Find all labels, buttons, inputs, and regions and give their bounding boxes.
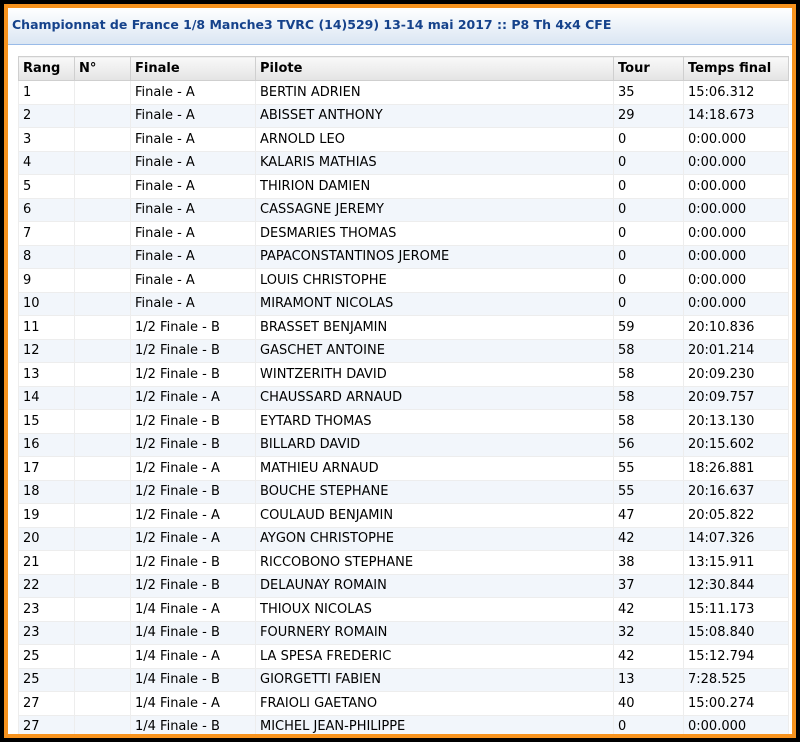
table-row[interactable] [19,692,789,716]
cell-numero [75,339,131,363]
cell-numero [75,433,131,457]
cell-pilote: LOUIS CHRISTOPHE [256,269,614,293]
cell-rang: 22 [19,574,75,598]
cell-rang: 25 [19,645,75,669]
cell-numero [75,715,131,734]
table-row[interactable] [19,504,789,528]
cell-temps-final: 15:11.173 [684,598,789,622]
cell-numero [75,527,131,551]
cell-rang: 23 [19,598,75,622]
cell-numero [75,645,131,669]
cell-finale: 1/2 Finale - A [131,457,256,481]
cell-tour: 56 [614,433,684,457]
cell-numero [75,480,131,504]
cell-pilote: ABISSET ANTHONY [256,104,614,128]
cell-numero [75,363,131,387]
cell-numero [75,81,131,105]
cell-finale: 1/2 Finale - B [131,551,256,575]
cell-numero [75,269,131,293]
table-row[interactable] [19,598,789,622]
table-row[interactable] [19,128,789,152]
table-row[interactable] [19,81,789,105]
cell-temps-final: 0:00.000 [684,198,789,222]
cell-rang: 14 [19,386,75,410]
results-panel [8,8,792,734]
cell-finale: 1/2 Finale - B [131,433,256,457]
cell-temps-final: 20:09.230 [684,363,789,387]
cell-pilote: LA SPESA FREDERIC [256,645,614,669]
table-row[interactable] [19,386,789,410]
cell-rang: 18 [19,480,75,504]
cell-temps-final: 0:00.000 [684,222,789,246]
cell-tour: 0 [614,198,684,222]
cell-temps-final: 15:06.312 [684,81,789,105]
cell-pilote: GASCHET ANTOINE [256,339,614,363]
panel-title: Championnat de France 1/8 Manche3 TVRC (14)529) 13-14 mai 2017 :: P8 Th 4x4 CFE [12,17,612,32]
cell-tour: 58 [614,339,684,363]
cell-pilote: DELAUNAY ROMAIN [256,574,614,598]
cell-rang: 27 [19,715,75,734]
cell-temps-final: 15:08.840 [684,621,789,645]
cell-pilote: AYGON CHRISTOPHE [256,527,614,551]
cell-temps-final: 15:00.274 [684,692,789,716]
cell-finale: 1/4 Finale - B [131,715,256,734]
cell-numero [75,245,131,269]
cell-tour: 58 [614,410,684,434]
cell-tour: 58 [614,386,684,410]
cell-tour: 40 [614,692,684,716]
cell-tour: 0 [614,151,684,175]
cell-numero [75,668,131,692]
cell-temps-final: 20:10.836 [684,316,789,340]
cell-temps-final: 20:13.130 [684,410,789,434]
cell-finale: 1/2 Finale - B [131,363,256,387]
cell-rang: 20 [19,527,75,551]
cell-numero [75,574,131,598]
cell-numero [75,410,131,434]
col-header-pilote[interactable]: Pilote [256,57,614,81]
cell-finale: Finale - A [131,175,256,199]
cell-rang: 3 [19,128,75,152]
table-row[interactable] [19,339,789,363]
cell-pilote: BERTIN ADRIEN [256,81,614,105]
cell-numero [75,504,131,528]
cell-pilote: FRAIOLI GAETANO [256,692,614,716]
cell-temps-final: 13:15.911 [684,551,789,575]
cell-numero [75,457,131,481]
cell-temps-final: 0:00.000 [684,292,789,316]
table-row[interactable] [19,151,789,175]
cell-temps-final: 12:30.844 [684,574,789,598]
cell-finale: Finale - A [131,151,256,175]
cell-tour: 0 [614,128,684,152]
cell-numero [75,128,131,152]
table-row[interactable] [19,645,789,669]
cell-rang: 25 [19,668,75,692]
table-row[interactable] [19,527,789,551]
cell-tour: 0 [614,245,684,269]
cell-temps-final: 0:00.000 [684,128,789,152]
table-row[interactable] [19,433,789,457]
cell-pilote: PAPACONSTANTINOS JEROME [256,245,614,269]
cell-rang: 4 [19,151,75,175]
col-header-numero[interactable]: N° [75,57,131,81]
cell-tour: 55 [614,457,684,481]
cell-rang: 19 [19,504,75,528]
cell-rang: 2 [19,104,75,128]
cell-pilote: THIRION DAMIEN [256,175,614,199]
table-row[interactable] [19,363,789,387]
col-header-temps-final[interactable]: Temps final [684,57,789,81]
cell-temps-final: 15:12.794 [684,645,789,669]
cell-temps-final: 20:01.214 [684,339,789,363]
cell-tour: 29 [614,104,684,128]
table-row[interactable] [19,222,789,246]
cell-tour: 42 [614,527,684,551]
cell-temps-final: 0:00.000 [684,151,789,175]
cell-temps-final: 0:00.000 [684,175,789,199]
cell-finale: Finale - A [131,128,256,152]
cell-pilote: MICHEL JEAN-PHILIPPE [256,715,614,734]
cell-rang: 27 [19,692,75,716]
cell-tour: 37 [614,574,684,598]
cell-finale: Finale - A [131,222,256,246]
table-row[interactable] [19,316,789,340]
cell-finale: 1/4 Finale - A [131,645,256,669]
cell-rang: 1 [19,81,75,105]
col-header-finale[interactable]: Finale [131,57,256,81]
cell-tour: 38 [614,551,684,575]
cell-finale: 1/2 Finale - B [131,316,256,340]
cell-finale: 1/4 Finale - A [131,692,256,716]
cell-pilote: DESMARIES THOMAS [256,222,614,246]
cell-numero [75,386,131,410]
table-row[interactable] [19,198,789,222]
cell-finale: 1/4 Finale - B [131,668,256,692]
cell-finale: 1/2 Finale - A [131,527,256,551]
cell-pilote: MIRAMONT NICOLAS [256,292,614,316]
table-row[interactable] [19,410,789,434]
cell-rang: 12 [19,339,75,363]
cell-numero [75,551,131,575]
cell-finale: 1/2 Finale - B [131,574,256,598]
cell-pilote: BOUCHE STEPHANE [256,480,614,504]
table-row[interactable] [19,292,789,316]
panel-title-bar [8,8,792,45]
cell-rang: 15 [19,410,75,434]
cell-finale: Finale - A [131,269,256,293]
cell-temps-final: 0:00.000 [684,269,789,293]
cell-finale: 1/2 Finale - B [131,410,256,434]
cell-pilote: CASSAGNE JEREMY [256,198,614,222]
table-header-row [19,57,789,81]
cell-tour: 0 [614,175,684,199]
cell-temps-final: 0:00.000 [684,245,789,269]
table-row[interactable] [19,245,789,269]
cell-numero [75,692,131,716]
cell-tour: 0 [614,269,684,293]
cell-pilote: BILLARD DAVID [256,433,614,457]
cell-pilote: BRASSET BENJAMIN [256,316,614,340]
table-row[interactable] [19,480,789,504]
cell-rang: 5 [19,175,75,199]
cell-temps-final: 20:16.637 [684,480,789,504]
cell-finale: Finale - A [131,245,256,269]
cell-pilote: EYTARD THOMAS [256,410,614,434]
cell-temps-final: 14:18.673 [684,104,789,128]
cell-rang: 13 [19,363,75,387]
col-header-tour[interactable]: Tour [614,57,684,81]
cell-numero [75,222,131,246]
cell-temps-final: 20:15.602 [684,433,789,457]
cell-rang: 16 [19,433,75,457]
table-row[interactable] [19,551,789,575]
cell-numero [75,621,131,645]
cell-temps-final: 14:07.326 [684,527,789,551]
cell-tour: 55 [614,480,684,504]
cell-numero [75,175,131,199]
table-row[interactable] [19,104,789,128]
cell-numero [75,104,131,128]
cell-finale: 1/4 Finale - B [131,621,256,645]
cell-finale: Finale - A [131,198,256,222]
cell-temps-final: 20:05.822 [684,504,789,528]
cell-tour: 13 [614,668,684,692]
cell-finale: Finale - A [131,292,256,316]
cell-rang: 7 [19,222,75,246]
cell-rang: 21 [19,551,75,575]
table-row[interactable] [19,621,789,645]
results-table [18,56,789,734]
table-row[interactable] [19,457,789,481]
cell-pilote: MATHIEU ARNAUD [256,457,614,481]
col-header-rang[interactable]: Rang [19,57,75,81]
cell-finale: Finale - A [131,81,256,105]
cell-tour: 58 [614,363,684,387]
cell-numero [75,598,131,622]
cell-rang: 17 [19,457,75,481]
cell-finale: 1/2 Finale - A [131,504,256,528]
cell-finale: Finale - A [131,104,256,128]
cell-pilote: GIORGETTI FABIEN [256,668,614,692]
cell-temps-final: 20:09.757 [684,386,789,410]
cell-tour: 0 [614,222,684,246]
cell-rang: 10 [19,292,75,316]
cell-pilote: COULAUD BENJAMIN [256,504,614,528]
cell-tour: 32 [614,621,684,645]
cell-rang: 11 [19,316,75,340]
cell-numero [75,292,131,316]
cell-temps-final: 18:26.881 [684,457,789,481]
cell-tour: 42 [614,598,684,622]
cell-rang: 23 [19,621,75,645]
cell-pilote: KALARIS MATHIAS [256,151,614,175]
cell-numero [75,198,131,222]
table-row[interactable] [19,574,789,598]
cell-pilote: CHAUSSARD ARNAUD [256,386,614,410]
cell-pilote: RICCOBONO STEPHANE [256,551,614,575]
cell-tour: 35 [614,81,684,105]
cell-rang: 9 [19,269,75,293]
cell-pilote: FOURNERY ROMAIN [256,621,614,645]
cell-tour: 0 [614,292,684,316]
cell-pilote: THIOUX NICOLAS [256,598,614,622]
cell-tour: 59 [614,316,684,340]
table-row[interactable] [19,668,789,692]
cell-pilote: WINTZERITH DAVID [256,363,614,387]
cell-finale: 1/2 Finale - B [131,339,256,363]
cell-tour: 0 [614,715,684,734]
cell-rang: 8 [19,245,75,269]
cell-numero [75,316,131,340]
cell-temps-final: 0:00.000 [684,715,789,734]
cell-tour: 42 [614,645,684,669]
cell-rang: 6 [19,198,75,222]
table-row[interactable] [19,175,789,199]
cell-temps-final: 7:28.525 [684,668,789,692]
cell-tour: 47 [614,504,684,528]
table-row[interactable] [19,269,789,293]
cell-finale: 1/2 Finale - B [131,480,256,504]
cell-finale: 1/2 Finale - A [131,386,256,410]
cell-finale: 1/4 Finale - A [131,598,256,622]
table-body [19,81,789,735]
cell-pilote: ARNOLD LEO [256,128,614,152]
table-row[interactable] [19,715,789,734]
cell-numero [75,151,131,175]
